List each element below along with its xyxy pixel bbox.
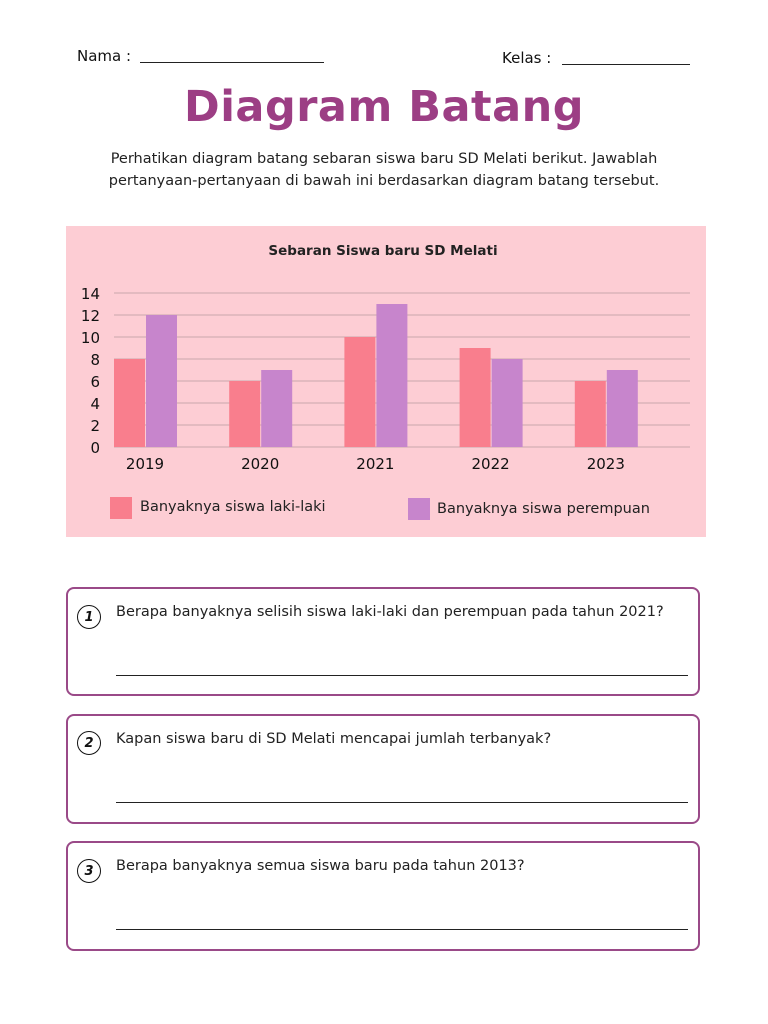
name-label: Nama :	[77, 47, 132, 65]
y-tick-label: 6	[90, 373, 100, 391]
bar-laki-laki-2020	[229, 381, 260, 447]
answer-line[interactable]	[116, 929, 688, 930]
question-number-badge: 3	[77, 859, 101, 883]
y-tick-label: 10	[80, 329, 100, 347]
legend-label: Banyaknya siswa laki-laki	[140, 499, 326, 515]
bar-perempuan-2021	[376, 304, 407, 447]
y-tick-label: 12	[80, 307, 100, 325]
page-title: Diagram Batang	[184, 82, 584, 132]
question-box-2	[66, 714, 700, 824]
question-number-badge: 1	[77, 605, 101, 629]
x-tick-label: 2021	[356, 455, 395, 473]
legend-swatch	[110, 497, 132, 519]
x-tick-label: 2023	[586, 455, 625, 473]
question-text: Kapan siswa baru di SD Melati mencapai jumlah terbanyak?	[116, 731, 552, 747]
question-text: Berapa banyaknya semua siswa baru pada tahun 2013?	[116, 858, 525, 874]
bar-chart-panel	[66, 226, 706, 537]
x-tick-label: 2022	[471, 455, 510, 473]
class-field-line[interactable]	[562, 64, 690, 65]
question-box-1	[66, 587, 700, 696]
bar-laki-laki-2022	[460, 348, 491, 447]
legend-label: Banyaknya siswa perempuan	[437, 501, 650, 517]
answer-line[interactable]	[116, 802, 688, 803]
intro-paragraph: Perhatikan diagram batang sebaran siswa baru SD Melati berikut. Jawablah pertanyaan-pertanyaan di bawah ini berdasarkan diagram batang tersebut.	[108, 151, 660, 189]
name-field-line[interactable]	[140, 62, 324, 63]
x-tick-label: 2019	[125, 455, 165, 473]
y-tick-label: 0	[90, 439, 100, 457]
bar-laki-laki-2021	[344, 337, 375, 447]
x-tick-label: 2020	[241, 455, 280, 473]
answer-line[interactable]	[116, 675, 688, 676]
legend-swatch	[408, 498, 430, 520]
bar-perempuan-2023	[607, 370, 638, 447]
bar-perempuan-2022	[492, 359, 523, 447]
y-tick-label: 2	[90, 417, 100, 435]
y-tick-label: 8	[90, 351, 100, 369]
bar-perempuan-2019	[146, 315, 177, 447]
bar-perempuan-2020	[261, 370, 292, 447]
y-tick-label: 4	[90, 395, 100, 413]
y-tick-label: 14	[80, 285, 100, 303]
bar-laki-laki-2019	[114, 359, 145, 447]
chart-title: Sebaran Siswa baru SD Melati	[268, 243, 498, 259]
question-box-3	[66, 841, 700, 951]
bar-chart	[66, 226, 706, 537]
class-label: Kelas :	[502, 49, 552, 67]
question-number-badge: 2	[77, 731, 101, 755]
bar-laki-laki-2023	[575, 381, 606, 447]
question-text: Berapa banyaknya selisih siswa laki-laki dan perempuan pada tahun 2021?	[116, 604, 664, 620]
